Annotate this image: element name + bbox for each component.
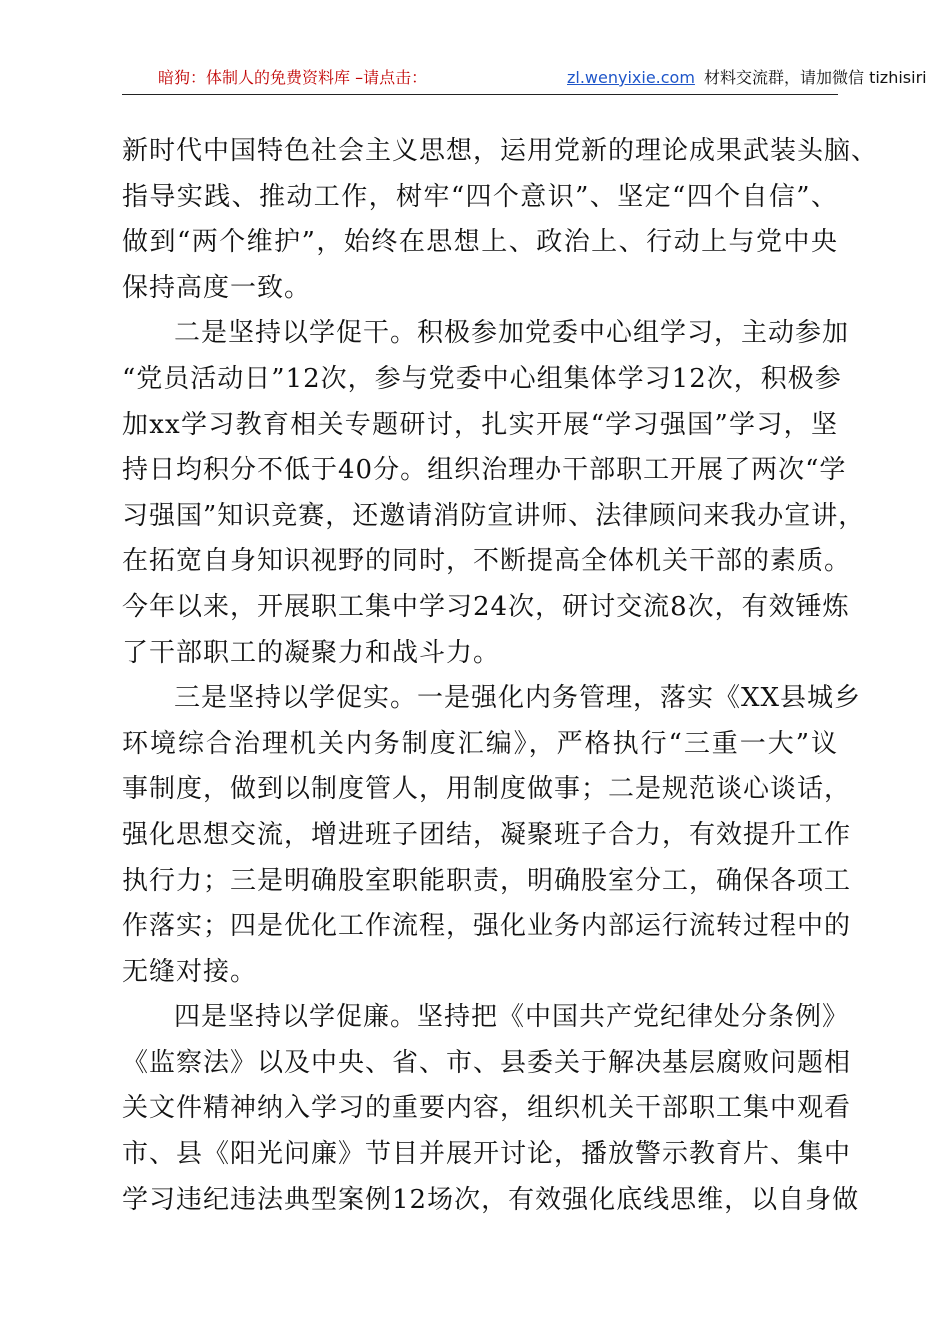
text-line: 三是坚持以学促实。一是强化内务管理，落实《XX县城乡 — [174, 683, 862, 714]
text-line: 做到“两个维护”，始终在思想上、政治上、行动上与党中央 — [122, 227, 838, 258]
text-line: 作落实；四是优化工作流程，强化业务内部运行流转过程中的 — [122, 911, 852, 942]
text-line: 保持高度一致。 — [122, 272, 312, 303]
text-line: “党员活动日”12次，参与党委中心组集体学习12次，积极参 — [122, 363, 842, 394]
text-line: 今年以来，开展职工集中学习24次，研讨交流8次，有效锤炼 — [122, 591, 850, 622]
text-line: 市、县《阳光问廉》节目并展开讨论，播放警示教育片、集中 — [122, 1139, 852, 1170]
header-contact: 材料交流群，请加微信 tizhisiri — [704, 68, 927, 87]
text-line: 二是坚持以学促干。积极参加党委中心组学习，主动参加 — [174, 318, 850, 349]
text-line: 加xx学习教育相关专题研讨，扎实开展“学习强国”学习，坚 — [122, 409, 838, 440]
text-line: 指导实践、推动工作，树牢“四个意识”、坚定“四个自信”、 — [122, 181, 838, 212]
text-line: 持日均积分不低于40分。组织治理办干部职工开展了两次“学 — [122, 455, 847, 486]
text-line: 四是坚持以学促廉。坚持把《中国共产党纪律处分条例》 — [174, 1002, 850, 1033]
text-line: 习强国”知识竞赛，还邀请消防宣讲师、法律顾问来我办宣讲， — [122, 500, 866, 531]
document-body — [122, 129, 879, 1223]
text-line: 了干部职工的凝聚力和战斗力。 — [122, 637, 501, 668]
header-link[interactable]: zl.wenyixie.com — [567, 68, 695, 87]
text-line: 环境综合治理机关内务制度汇编》，严格执行“三重一大”议 — [122, 728, 838, 759]
text-line: 执行力；三是明确股室职能职责，明确股室分工，确保各项工 — [122, 865, 852, 896]
text-line: 学习违纪违法典型案例12场次，有效强化底线思维，以自身做 — [122, 1184, 860, 1215]
text-line: 关文件精神纳入学习的重要内容，组织机关干部职工集中观看 — [122, 1093, 852, 1124]
header-brand: 暗狗：体制人的免费资料库 –请点击： — [158, 68, 428, 87]
text-line: 事制度，做到以制度管人，用制度做事；二是规范谈心谈话， — [122, 774, 852, 805]
page-header — [122, 62, 927, 95]
text-line: 新时代中国特色社会主义思想，运用党新的理论成果武装头脑、 — [122, 136, 879, 166]
text-line: 《监察法》以及中央、省、市、县委关于解决基层腐败问题相 — [122, 1047, 852, 1078]
text-line: 在拓宽自身知识视野的同时，不断提高全体机关干部的素质。 — [122, 546, 852, 577]
text-line: 强化思想交流，增进班子团结，凝聚班子合力，有效提升工作 — [122, 819, 852, 850]
text-line: 无缝对接。 — [122, 956, 258, 987]
